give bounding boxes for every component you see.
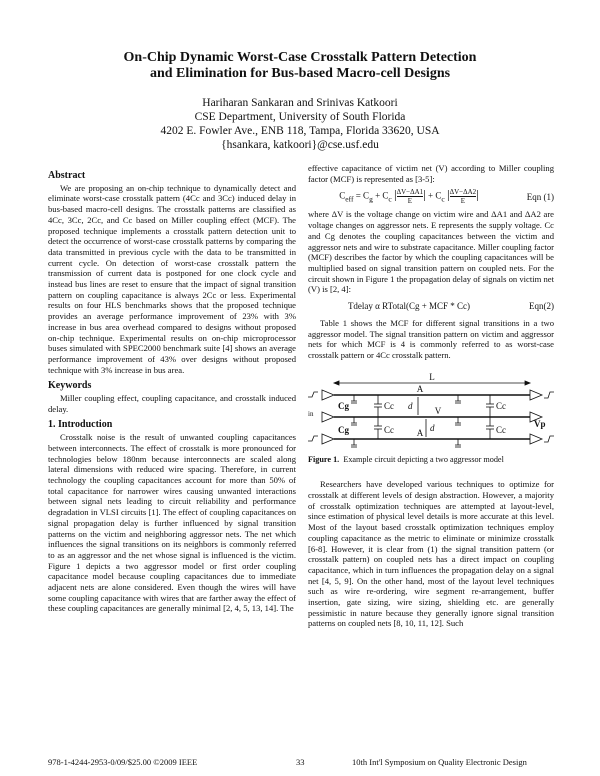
miller-intro: effective capacitance of victim net (V) according to Miller coupling factor (MCF) is represented as [3-5]:	[308, 163, 554, 184]
label-Cc-2: Cc	[496, 400, 506, 411]
figure-1-caption: Figure 1. Example circuit depicting a two aggressor model	[308, 454, 504, 464]
label-V: V	[434, 405, 442, 416]
author-address: 4202 E. Fowler Ave., ENB 118, Tampa, Florida 33620, USA	[160, 125, 440, 137]
footer-isbn: 978-1-4244-2953-0/09/$25.00 ©2009 IEEE	[48, 757, 198, 767]
label-Cg-2: Cg	[338, 424, 349, 435]
label-Vp: Vp	[534, 418, 546, 429]
abstract-text: We are proposing an on-chip technique to dynamically detect and eliminate worst-case crosstalk pattern (4Cc and 3Cc) induced delay in bus-based macro-cell designs. The crosstalk patterns are classified as 4Cc, 3Cc, 2Cc, and Cc based on Miller coupling effect (MCF). The proposed technique implements a crosstalk pattern detection unit to detect the occurrence of worst-case crosstalk patterns by comparing the data transmitted in previous cycle with the data to be transmitted in current cycle. On detection of worst-case crosstalk pattern the transmission of current data is postponed for one clock cycle and instead bus lines are reset to ensure that the impact of signal transition pattern on coupling capacitance is always 2Cc or less. Experimental results on four HLS benchmarks shows that the proposed technique provides an average performance improvement of 23% with 3% increase in bus area overhead compared to designs without proposed on-chip technique. Experimental results on on-chip microprocessor buses simulated with SPEC2000 benchmark suite [4] shows an average performance improvement of 43% over designs without proposed technique with 3% increase in bus area.	[48, 182, 296, 375]
keywords-text: Miller coupling effect, coupling capacitance, and crosstalk induced delay.	[48, 393, 296, 414]
title-line-1: On-Chip Dynamic Worst-Case Crosstalk Pattern Detection	[123, 50, 477, 65]
related-work-paragraph: Researchers have developed various techniques to optimize for crosstalk at different levels of design abstraction. However, a majority of crosstalk optimization techniques are attempted at layout-level, since estimation of physical level details is more accurate at this level. Most of the layout based crosstalk optimization techniques employ coupling capacitance as the metric to eliminate or minimize crosstalk [6-8]. However, it is clear from (1) the signal transition pattern (or crosstalk pattern) on coupled nets has a direct impact on coupling capacitance, which in turn influences the propagation delay on a signal net [4, 5, 9]. On the other hand, most of the layout level techniques such as wire re-ordering, wire segment re-arrangement, buffer insertion, gate sizing, wire sizing, shielding etc. are generally pessimistic in nature because they generally ignore signal transition patterns on coupled nets [8, 10, 11, 12]. Such	[308, 479, 554, 629]
author-email: {hsankara, katkoori}@cse.usf.edu	[221, 139, 379, 151]
label-in: in	[308, 409, 314, 418]
receiver-bottom	[530, 434, 542, 444]
label-d-1: d	[408, 400, 413, 411]
keywords-heading: Keywords	[48, 380, 92, 392]
eqn-2-body: Tdelay α RTotal(Cg + MCF * Cc)	[347, 301, 471, 312]
label-d-2: d	[430, 422, 435, 433]
intro-paragraph: Crosstalk noise is the result of unwanted coupling capacitances between interconnects. The effect of crosstalk is more pronounced for technologies below 180nm because interconnects are scaled along lateral dimensions with reduced wire spacing. Therefore, in current technology the coupling capacitances account for more than 50% of total capacitance for narrower wires causing unwanted interactions between signal nets leading to circuit reliability and performance degradation in VLSI circuits [1]. The effect of coupling capacitances on signal propagation delay is further influenced by signal transition patterns on the victim and neighboring aggressor nets. The net which influences the signal transitions on its neighbors is commonly referred to as an aggressor and the net whose signal is influenced is the victim. Figure 1 depicts a two aggressor model or first order coupling capacitance model because coupling capacitances due to immediate adjacent nets are alone considered. Even though the wires will have some coupling capacitance with wires that are farther away the effect of these coupling capacitances are generally minimal [2, 4, 5, 13, 14]. The	[48, 432, 296, 614]
voltage-explanation: where ΔV is the voltage change on victim wire and ΔA1 and ΔA2 are voltage changes on aggressor nets. E represents the supply voltage. Cc and Cg denotes the coupling capacitances between the victim and aggressor nets and wire to substrate capacitance. Miller coupling factor (MCF) describes the factor by which the coupling capacitances will be multiplied based on signal transition pattern on coupled nets. For the circuit shown in Figure 1 the propagation delay of signals on victim net (V) is [2, 4]:	[308, 209, 554, 295]
author-names: Hariharan Sankaran and Srinivas Katkoori	[202, 97, 398, 109]
right-column	[308, 163, 554, 629]
left-column	[48, 171, 296, 614]
author-dept: CSE Department, University of South Florida	[194, 111, 406, 123]
paper-title	[0, 50, 600, 82]
label-A-bottom: A	[416, 427, 424, 438]
receiver-top	[530, 390, 542, 400]
mcf-table-text: Table 1 shows the MCF for different signal transitions in a two aggressor model. The signal transition pattern on victim and aggressor nets for which MCF is 4 is commonly referred to as worst-case crosstalk pattern or 4Cc crosstalk pattern.	[308, 317, 554, 360]
label-Cc-4: Cc	[496, 424, 506, 435]
title-line-2: and Elimination for Bus-based Macro-cell Designs	[149, 66, 451, 81]
author-block	[0, 96, 600, 152]
equation-1: $C_{eff} = C_g + C_c$ | $\frac{\Delta V-\Delta A1}{E}$ | + $C_c$ | $\frac{\Delta V-\Delta A2}{E}$ | Eqn (1)	[339, 186, 554, 206]
eqn-2-label: Eqn(2)	[529, 301, 554, 312]
equation-2	[308, 301, 554, 312]
abstract-heading: Abstract	[48, 170, 86, 181]
driver-top	[322, 390, 334, 400]
label-Cg-1: Cg	[338, 400, 349, 411]
label-A-top: A	[416, 383, 424, 394]
figure-1	[308, 371, 554, 453]
footer-venue: 10th Int'l Symposium on Quality Electronic Design	[352, 757, 527, 767]
label-Cc-1: Cc	[384, 400, 394, 411]
fraction-2: $\frac{\Delta V-\Delta A2}{E}$	[449, 188, 477, 206]
eqn-1-label: Eqn (1)	[526, 191, 554, 202]
label-L: L	[429, 371, 435, 382]
intro-heading: 1. Introduction	[48, 419, 113, 431]
footer-page-number: 33	[296, 757, 305, 767]
fraction-1: $\frac{\Delta V-\Delta A1}{E}$	[396, 188, 424, 206]
label-Cc-3: Cc	[384, 424, 394, 435]
driver-bottom	[322, 434, 334, 444]
two-aggressor-circuit-diagram	[308, 371, 554, 453]
driver-victim	[322, 412, 334, 422]
